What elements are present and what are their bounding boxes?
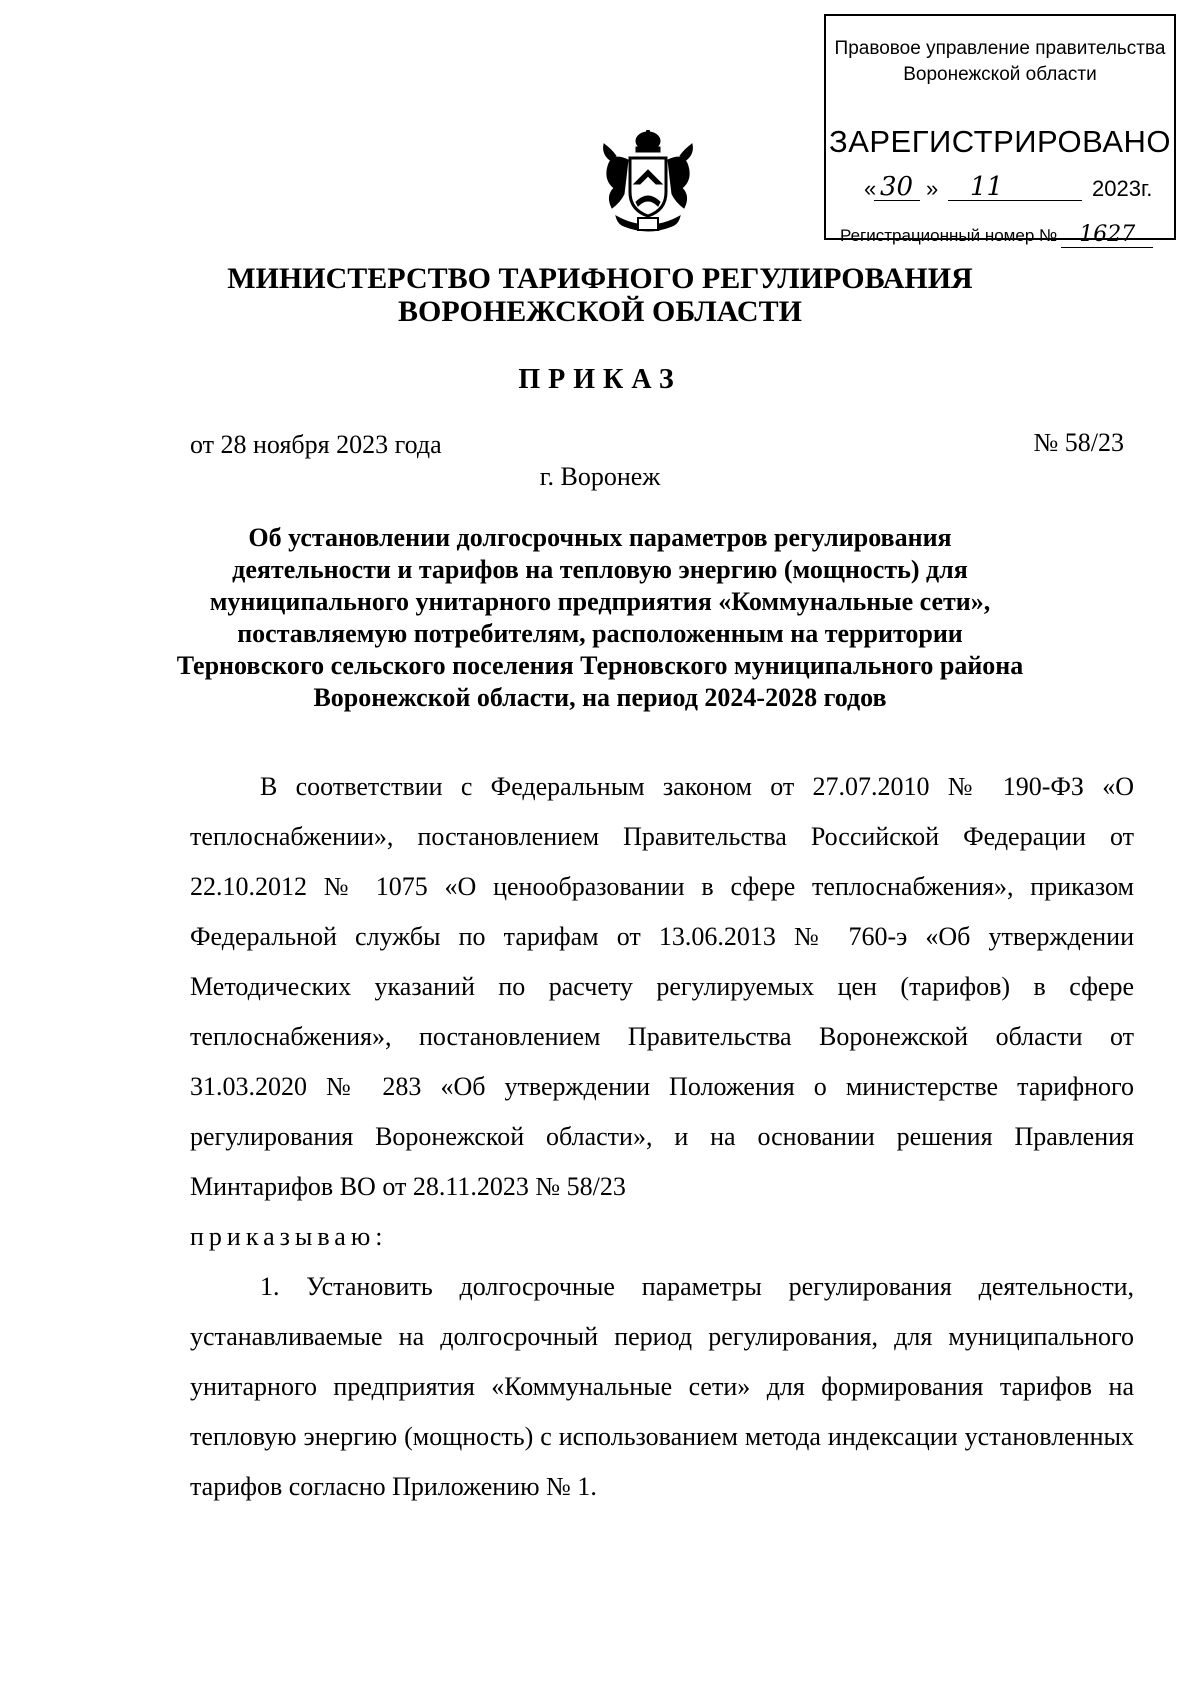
- document-subject: [0, 522, 1200, 714]
- preamble-paragraph: В соответствии с Федеральным законом от 27.07.2010 № 190-ФЗ «О теплоснабжении», постановлением Правительства Российской Федерации от 22.10.2012 № 1075 «О ценообразовании в сфере теплоснабжения», приказом Федеральной службы по тарифам от 13.06.2013 № 760-э «Об утверждении Методических указаний по расчету регулируемых цен (тарифов) в сфере теплоснабжения», постановлением Правительства Воронежской области от 31.03.2020 № 283 «Об утверждении Положения о министерстве тарифного регулирования Воронежской области», и на основании решения Правления Минтарифов ВО от 28.11.2023 № 58/23: [190, 772, 1134, 1201]
- coat-of-arms-icon: [598, 130, 698, 234]
- stamp-status: ЗАРЕГИСТРИРОВАНО: [828, 124, 1171, 159]
- subject-line: Терновского сельского поселения Терновского муниципального района: [176, 651, 1024, 680]
- stamp-quote-close: »: [926, 176, 939, 201]
- stamp-year: 2023г.: [1092, 176, 1153, 201]
- stamp-day: 30: [880, 172, 914, 202]
- stamp-org-line1: Правовое управление правительства: [834, 38, 1166, 59]
- ministry-line1: МИНИСТЕРСТВО ТАРИФНОГО РЕГУЛИРОВАНИЯ: [227, 262, 973, 295]
- stamp-date: [864, 172, 1164, 206]
- document-number: № 58/23: [1033, 428, 1124, 457]
- subject-line: Об установлении долгосрочных параметров регулирования: [248, 523, 952, 552]
- order-item-1: 1. Установить долгосрочные параметры регулирования деятельности, устанавливаемые на долгосрочный период регулирования, для муниципального унитарного предприятия «Коммунальные сети» для формирования тарифов на тепловую энергию (мощность) с использованием метода индексации установленных тарифов согласно Приложению № 1.: [190, 1272, 1134, 1501]
- stamp-month: 11: [970, 172, 1004, 202]
- stamp-reg-label: Регистрационный номер №: [840, 226, 1058, 245]
- subject-line: поставляемую потребителям, расположенным на территории: [237, 619, 963, 648]
- stamp-reg-number: [840, 222, 1153, 248]
- subject-line: Воронежской области, на период 2024-2028 годов: [313, 683, 887, 712]
- document-city: г. Воронеж: [539, 462, 661, 491]
- subject-line: муниципального унитарного предприятия «Коммунальные сети»,: [209, 587, 991, 616]
- stamp-quote-open: «: [864, 176, 877, 201]
- stamp-reg-value: 1627: [1061, 222, 1153, 248]
- stamp-org-line2: Воронежской области: [903, 64, 1097, 85]
- document-date: от 28 ноября 2023 года: [190, 430, 442, 459]
- ministry-name: [0, 262, 1200, 328]
- document-type: ПРИКАЗ: [518, 364, 682, 395]
- document-body: [190, 762, 1134, 1512]
- subject-line: деятельности и тарифов на тепловую энергию (мощность) для: [232, 555, 968, 584]
- stamp-organization: [826, 36, 1174, 88]
- ministry-line2: ВОРОНЕЖСКОЙ ОБЛАСТИ: [398, 295, 802, 328]
- command-word: приказываю:: [190, 1222, 388, 1251]
- registration-stamp: [824, 14, 1176, 247]
